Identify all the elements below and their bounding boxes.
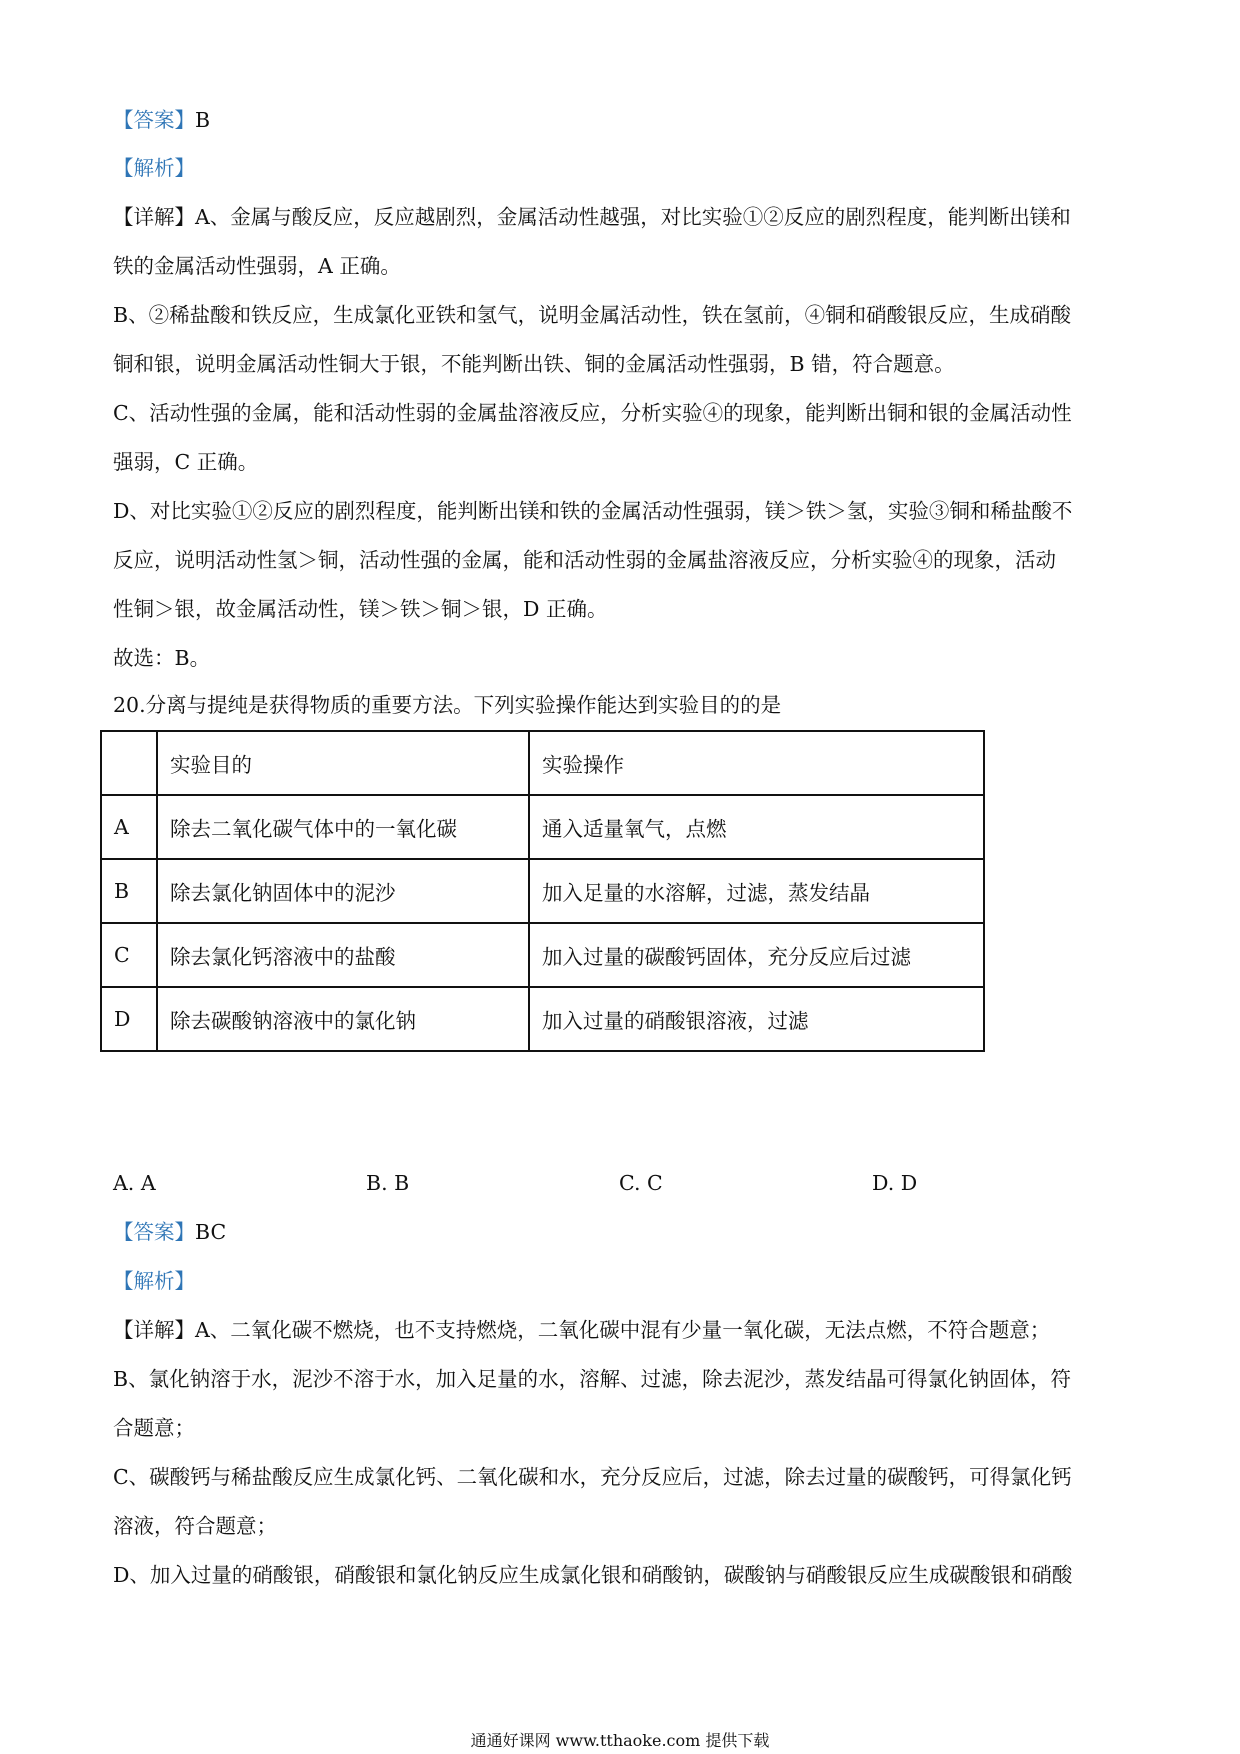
table-cell: C [101,923,157,987]
table-row [101,795,984,859]
paragraph-line: A、二氧化碳不燃烧，也不支持燃烧，二氧化碳中混有少量一氧化碳，无法点燃，不符合题意； [195,1318,1051,1342]
answer-line [113,1219,1133,1245]
table-header-cell: 实验操作 [529,731,984,795]
paragraph-line: 合题意； [113,1416,195,1440]
paragraph-line: 强弱，C 正确。 [113,450,259,474]
table-header-cell [101,731,157,795]
option-a: A. A [113,1171,156,1195]
paragraph-line: B、②稀盐酸和铁反应，生成氯化亚铁和氢气，说明金属活动性，铁在氢前，④铜和硝酸银反应，生成硝酸 [113,303,1072,327]
page-footer: 通通好课网 www.tthaoke.com 提供下载 [470,1731,770,1750]
detail-line [113,204,1133,230]
table-cell: 加入过量的碳酸钙固体，充分反应后过滤 [529,923,984,987]
paragraph-line: 故选：B。 [113,646,211,670]
answer-value: BC [195,1220,227,1244]
answer-tag: 【答案】 [113,108,195,132]
table-cell: 加入足量的水溶解，过滤，蒸发结晶 [529,859,984,923]
table-cell: 除去氯化钙溶液中的盐酸 [157,923,529,987]
option-d: D. D [872,1171,918,1195]
paragraph-line: 铁的金属活动性强弱，A 正确。 [113,254,401,278]
table-cell: 加入过量的硝酸银溶液，过滤 [529,987,984,1051]
table-header-cell: 实验目的 [157,731,529,795]
analysis-tag: 【解析】 [113,1269,195,1293]
detail-line [113,1317,1133,1343]
option-c: C. C [619,1171,663,1195]
detail-tag: 【详解】 [113,1318,195,1342]
paragraph-line: B、氯化钠溶于水，泥沙不溶于水，加入足量的水，溶解、过滤，除去泥沙，蒸发结晶可得氯化钠固体，符 [113,1367,1072,1391]
answer-value: B [195,108,211,132]
answer-tag: 【答案】 [113,1220,195,1244]
paragraph-line: D、对比实验①②反应的剧烈程度，能判断出镁和铁的金属活动性强弱，镁＞铁＞氢，实验③铜和稀盐酸不 [113,499,1073,523]
table-cell: 通入适量氧气，点燃 [529,795,984,859]
answer-line [113,107,1133,133]
table-cell: A [101,795,157,859]
paragraph-line: A、金属与酸反应，反应越剧烈，金属活动性越强，对比实验①②反应的剧烈程度，能判断出镁和 [195,205,1071,229]
table-header-row [101,731,984,795]
paragraph-line: C、碳酸钙与稀盐酸反应生成氯化钙、二氧化碳和水，充分反应后，过滤，除去过量的碳酸钙，可得氯化钙 [113,1465,1072,1489]
detail-tag: 【详解】 [113,205,195,229]
paragraph-line: 性铜＞银，故金属活动性，镁＞铁＞铜＞银，D 正确。 [113,597,608,621]
question-stem: 20.分离与提纯是获得物质的重要方法。下列实验操作能达到实验目的的是 [113,693,782,717]
analysis-tag: 【解析】 [113,156,195,180]
table-cell: B [101,859,157,923]
table-cell: 除去氯化钠固体中的泥沙 [157,859,529,923]
paragraph-line: 溶液，符合题意； [113,1514,277,1538]
table-cell: D [101,987,157,1051]
paragraph-line: D、加入过量的硝酸银，硝酸银和氯化钠反应生成氯化银和硝酸钠，碳酸钠与硝酸银反应生成碳酸银和硝酸 [113,1563,1073,1587]
table-row [101,987,984,1051]
paragraph-line: 反应，说明活动性氢＞铜，活动性强的金属，能和活动性弱的金属盐溶液反应，分析实验④的现象，活动 [113,548,1056,572]
experiment-table [100,730,985,1052]
table-row [101,859,984,923]
table-cell: 除去碳酸钠溶液中的氯化钠 [157,987,529,1051]
option-b: B. B [366,1171,410,1195]
paragraph-line: C、活动性强的金属，能和活动性弱的金属盐溶液反应，分析实验④的现象，能判断出铜和银的金属活动性 [113,401,1072,425]
table-cell: 除去二氧化碳气体中的一氧化碳 [157,795,529,859]
paragraph-line: 铜和银，说明金属活动性铜大于银，不能判断出铁、铜的金属活动性强弱，B 错，符合题意。 [113,352,955,376]
table-row [101,923,984,987]
